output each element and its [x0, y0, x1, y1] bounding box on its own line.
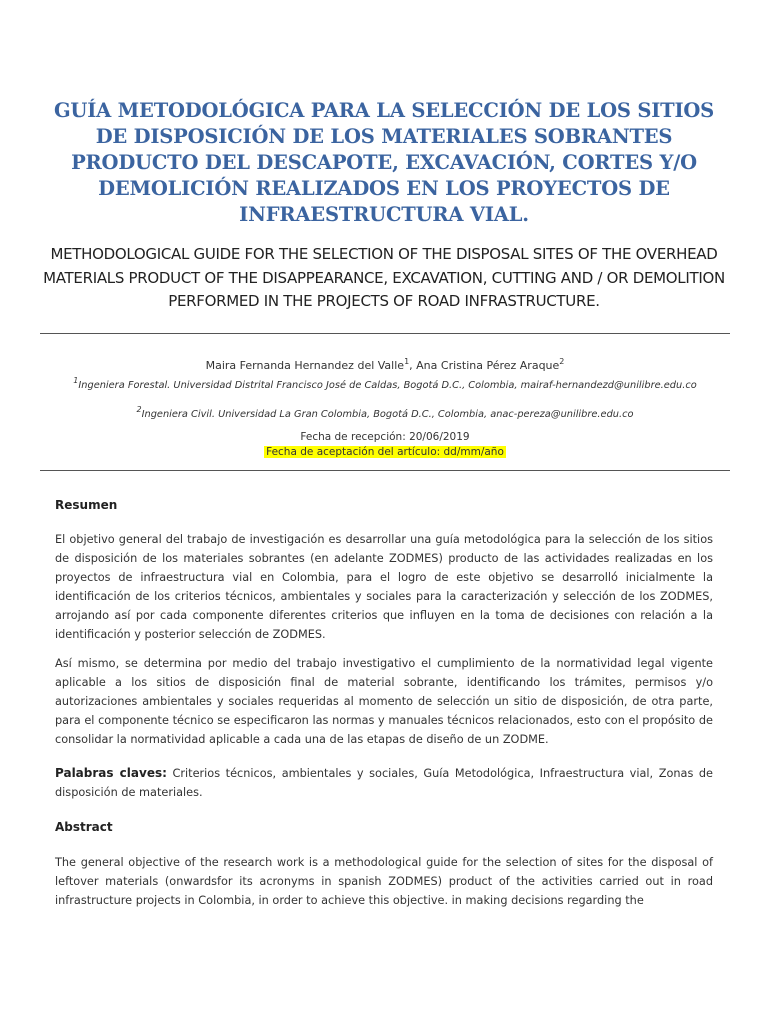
keywords-text: Criterios técnicos, ambientales y sociales, Guía Metodológica, Infraestructura vial, Zonas de disposición de materiales.: [55, 767, 714, 799]
divider-bottom: [40, 470, 730, 471]
resumen-paragraph-1: El objetivo general del trabajo de investigación es desarrollar una guía metodológica para la selección de los sitios de disposición de los materiales sobrantes (en adelante ZODMES) producto de las actividades realizadas en los proyectos de infraestructura vial en Colombia, para el logro de este objetivo se desarrolló inicialmente la identificación de los criterios técnicos, ambientales y sociales para la caracterización y selección de los ZODMES, arrojando así por cada componente diferentes criterios que influyen en la toma de decisiones con relación a la identificación y posterior selección de ZODMES.: [55, 533, 713, 641]
author-separator: ,: [409, 359, 417, 372]
affiliation-1-text: Ingeniera Forestal. Universidad Distrital Francisco José de Caldas, Bogotá D.C., Colombia, mairaf-hernandezd@unilibre.edu.co: [78, 380, 697, 391]
affiliation-1-sup: 1: [73, 376, 79, 385]
accepted-date-line: [40, 445, 730, 459]
received-date: Fecha de recepción: 20/06/2019: [300, 431, 470, 443]
resumen-paragraph-2: Así mismo, se determina por medio del trabajo investigativo el cumplimiento de la normatividad legal vigente aplicable a los sitios de disposición final de material sobrante, identificando los trámites, permisos y/o autorizaciones ambientales y sociales requeridas al momento de selección un sitio de disposición, de otra parte, para el componente técnico se especificaron las normas y manuales técnicos relacionados, esto con el propósito de consolidar la normatividad aplicable a cada una de las etapas de diseño de un ZODME.: [55, 657, 713, 746]
author-2: Ana Cristina Pérez Araque: [416, 359, 560, 372]
keywords-paragraph: [55, 764, 713, 802]
title-english: METHODOLOGICAL GUIDE FOR THE SELECTION OF THE DISPOSAL SITES OF THE OVERHEAD MATERIALS PRODUCT OF THE DISAPPEARANCE, EXCAVATION, CUTTING AND / OR DEMOLITION PERFORMED IN THE PROJECTS OF ROAD INFRASTRUCTURE.: [43, 245, 725, 310]
accepted-date-highlight: Fecha de aceptación del artículo: dd/mm/año: [266, 446, 504, 458]
abstract-paragraph-1: The general objective of the research work is a methodological guide for the selection of sites for the disposal of leftover materials (onwardsfor its acronyms in spanish ZODMES) product of the activities carried out in road infrastructure projects in Colombia, in order to achieve this objective. in making decisions regarding the: [55, 856, 713, 907]
author-2-sup: 2: [559, 357, 565, 366]
affiliation-1: [40, 374, 730, 393]
abstract-heading: Abstract: [55, 820, 113, 834]
divider-top: [40, 333, 730, 334]
keywords-label: Palabras claves:: [55, 766, 167, 780]
author-1-sup: 1: [404, 357, 410, 366]
affiliation-2-sup: 2: [136, 405, 142, 414]
resumen-heading: Resumen: [55, 498, 118, 512]
affiliation-2: [40, 403, 730, 422]
author-1: Maira Fernanda Hernandez del Valle: [205, 359, 405, 372]
authors-line: [40, 355, 730, 373]
title-spanish: GUÍA METODOLÓGICA PARA LA SELECCIÓN DE LOS SITIOS DE DISPOSICIÓN DE LOS MATERIALES SOBRANTES PRODUCTO DEL DESCAPOTE, EXCAVACIÓN, CORTES Y/O DEMOLICIÓN REALIZADOS EN LOS PROYECTOS DE INFRAESTRUCTURA VIAL.: [53, 99, 715, 226]
affiliation-2-text: Ingeniera Civil. Universidad La Gran Colombia, Bogotá D.C., Colombia, anac-pereza@unilibre.edu.co: [141, 409, 634, 420]
